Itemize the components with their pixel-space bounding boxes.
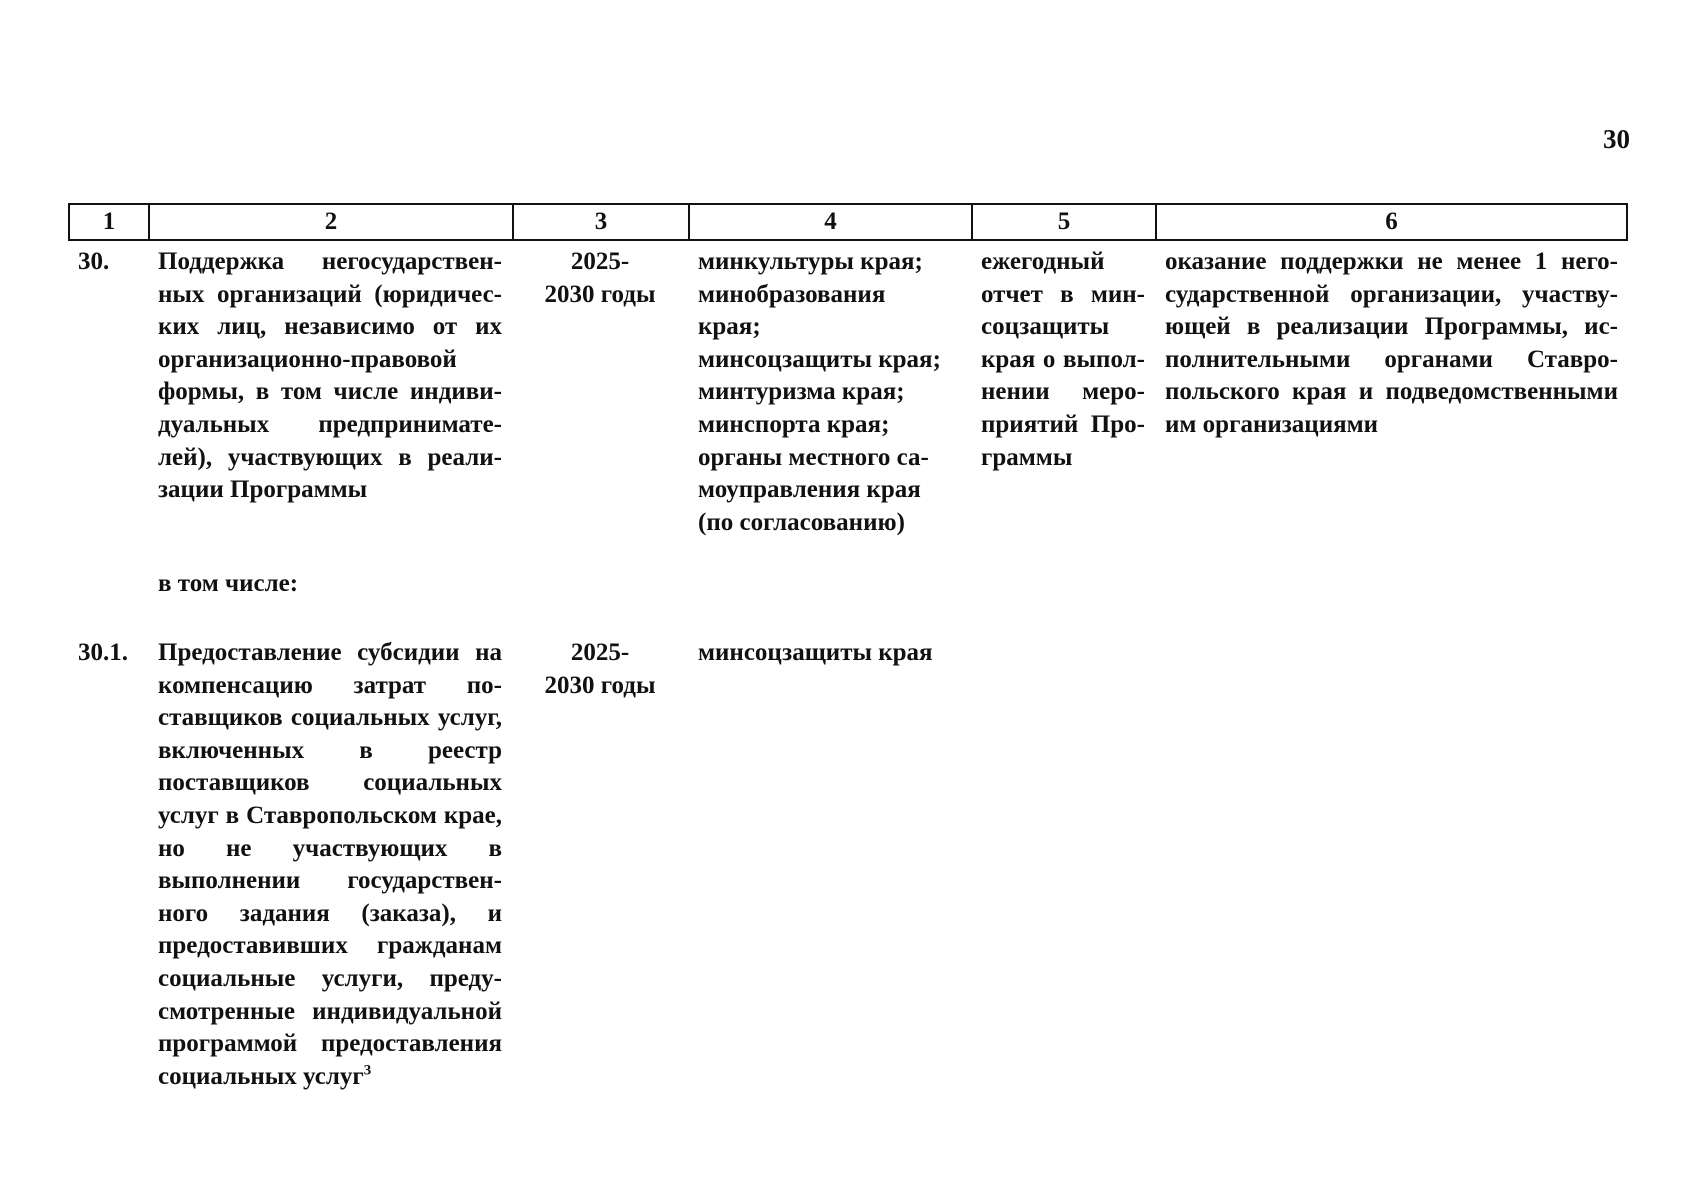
column-header-5: 5 bbox=[973, 205, 1157, 239]
column-header-3: 3 bbox=[514, 205, 690, 239]
row-result: оказание поддержки не менее 1 негосударственной организации, участвующей в реализации Программы, исполнительными органами Ставропольского края и подведомственными им организациями bbox=[1165, 248, 1618, 438]
table-row-30 bbox=[68, 246, 1628, 539]
column-header-1: 1 bbox=[70, 205, 150, 239]
row-description: Предоставление субсидии на компенсацию затрат поставщиков социальных услуг, включенных в реестр поставщиков социальных услуг в Ставропольском крае, но не участвующих в выполнении государственного задания (заказа), и предоставивших гражданам социальные услуги, предусмотренные индивидуальной программой предоставления социальных услуг bbox=[158, 639, 502, 1090]
row-result bbox=[1155, 637, 1628, 1093]
column-header-2: 2 bbox=[150, 205, 514, 239]
row-report bbox=[971, 637, 1155, 1093]
page-number: 30 bbox=[1603, 124, 1630, 154]
subheading-including: в том числе: bbox=[158, 570, 299, 597]
table-row-30-1 bbox=[68, 637, 1628, 1093]
row-period: 2025- 2030 годы bbox=[544, 248, 656, 308]
footnote-marker: 3 bbox=[363, 1062, 372, 1079]
row-period: 2025- 2030 годы bbox=[544, 639, 656, 699]
column-header-4: 4 bbox=[690, 205, 973, 239]
table-header-row bbox=[68, 203, 1628, 241]
row-description: Поддержка негосударственных организаций (юридических лиц, независимо от их организационно-правовой формы, в том числе индивидуальных предпринимателей), участвующих в реализации Программы bbox=[158, 248, 502, 504]
row-executors: минсоцзащиты края bbox=[698, 639, 933, 666]
column-header-6: 6 bbox=[1385, 208, 1398, 235]
row-number: 30.1. bbox=[78, 639, 128, 666]
row-description-wrapper bbox=[148, 637, 512, 1093]
row-number: 30. bbox=[78, 248, 110, 275]
row-report: ежегодный отчет в минсоцзащиты края о выполнении мероприятий Программы bbox=[981, 248, 1145, 471]
row-executors: минкультуры края; минобразования края; минсоцзащиты края; минтуризма края; минспорта края; органы местного самоуправления края (по согласованию) bbox=[698, 248, 941, 536]
